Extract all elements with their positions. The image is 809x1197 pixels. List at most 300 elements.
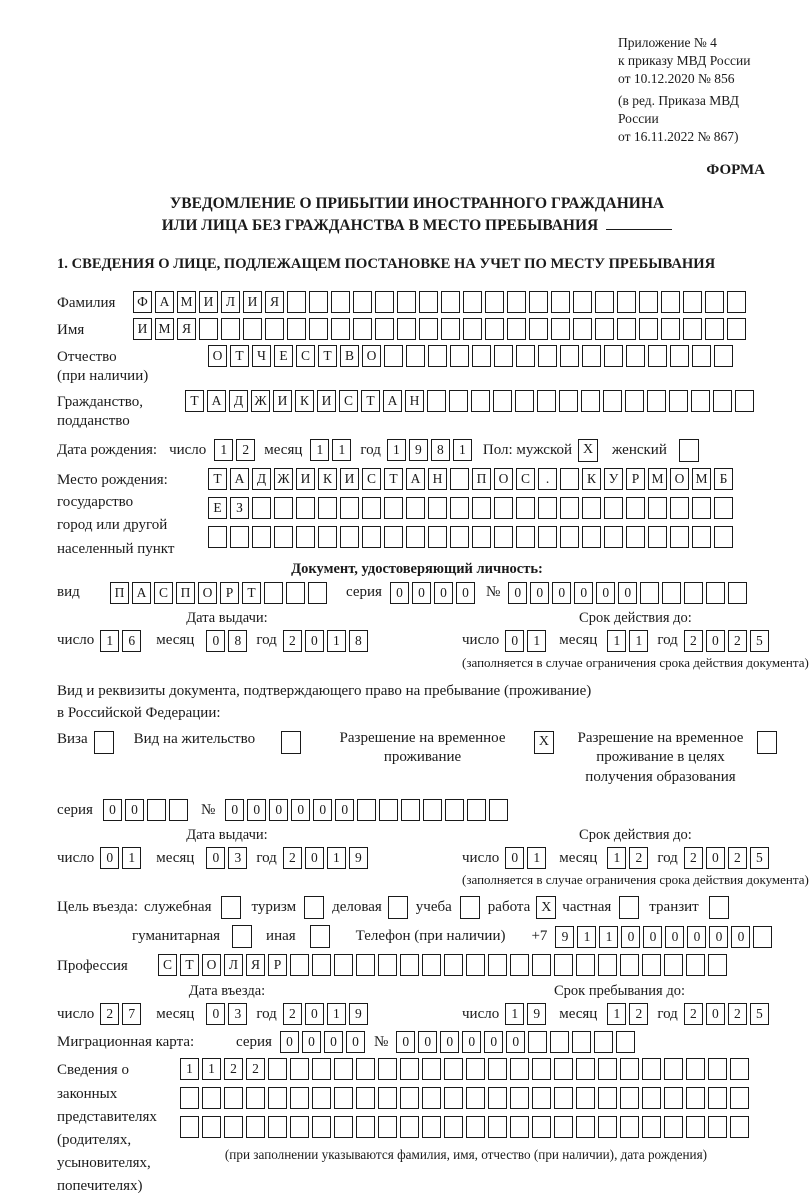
char-cell[interactable] bbox=[180, 1116, 199, 1138]
char-cell[interactable]: . bbox=[538, 468, 557, 490]
char-cell[interactable]: 2 bbox=[283, 630, 302, 652]
char-cell[interactable] bbox=[648, 345, 667, 367]
char-cell[interactable] bbox=[290, 1058, 309, 1080]
char-cell[interactable] bbox=[603, 390, 622, 412]
char-cell[interactable]: 0 bbox=[621, 926, 640, 948]
char-cell[interactable]: 0 bbox=[324, 1031, 343, 1053]
char-cell[interactable] bbox=[620, 954, 639, 976]
char-cell[interactable]: Р bbox=[626, 468, 645, 490]
char-cell[interactable]: 2 bbox=[224, 1058, 243, 1080]
char-cell[interactable] bbox=[529, 318, 548, 340]
char-cell[interactable] bbox=[664, 954, 683, 976]
char-cell[interactable]: 8 bbox=[349, 630, 368, 652]
char-cell[interactable]: 1 bbox=[180, 1058, 199, 1080]
char-cell[interactable]: 9 bbox=[409, 439, 428, 461]
char-cell[interactable] bbox=[560, 526, 579, 548]
char-cell[interactable]: А bbox=[230, 468, 249, 490]
purpose-business-checkbox[interactable] bbox=[221, 896, 241, 919]
char-cell[interactable] bbox=[400, 1116, 419, 1138]
char-cell[interactable]: 5 bbox=[750, 630, 769, 652]
char-cell[interactable] bbox=[598, 1087, 617, 1109]
char-cell[interactable] bbox=[692, 345, 711, 367]
char-cell[interactable] bbox=[290, 954, 309, 976]
char-cell[interactable] bbox=[516, 497, 535, 519]
char-cell[interactable] bbox=[356, 954, 375, 976]
char-cell[interactable] bbox=[485, 318, 504, 340]
char-cell[interactable]: О bbox=[494, 468, 513, 490]
char-cell[interactable]: 2 bbox=[246, 1058, 265, 1080]
char-cell[interactable]: И bbox=[133, 318, 152, 340]
char-cell[interactable] bbox=[516, 526, 535, 548]
char-cell[interactable] bbox=[708, 954, 727, 976]
char-cell[interactable] bbox=[538, 497, 557, 519]
char-cell[interactable]: Н bbox=[405, 390, 424, 412]
char-cell[interactable] bbox=[538, 345, 557, 367]
char-cell[interactable] bbox=[640, 582, 659, 604]
char-cell[interactable]: П bbox=[176, 582, 195, 604]
char-cell[interactable]: Е bbox=[274, 345, 293, 367]
char-cell[interactable]: О bbox=[202, 954, 221, 976]
char-cell[interactable] bbox=[730, 1087, 749, 1109]
char-cell[interactable]: 1 bbox=[122, 847, 141, 869]
char-cell[interactable] bbox=[290, 1087, 309, 1109]
char-cell[interactable]: Н bbox=[428, 468, 447, 490]
char-cell[interactable] bbox=[466, 1058, 485, 1080]
char-cell[interactable] bbox=[378, 1087, 397, 1109]
char-cell[interactable] bbox=[357, 799, 376, 821]
char-cell[interactable] bbox=[423, 799, 442, 821]
char-cell[interactable]: 9 bbox=[555, 926, 574, 948]
char-cell[interactable] bbox=[406, 345, 425, 367]
char-cell[interactable] bbox=[708, 1087, 727, 1109]
char-cell[interactable] bbox=[727, 318, 746, 340]
char-cell[interactable]: 0 bbox=[206, 847, 225, 869]
char-cell[interactable] bbox=[529, 291, 548, 313]
char-cell[interactable]: 3 bbox=[228, 1003, 247, 1025]
char-cell[interactable] bbox=[472, 526, 491, 548]
char-cell[interactable]: 3 bbox=[228, 847, 247, 869]
temp-residence-edu-checkbox[interactable] bbox=[757, 731, 777, 754]
char-cell[interactable] bbox=[312, 1087, 331, 1109]
char-cell[interactable] bbox=[202, 1116, 221, 1138]
char-cell[interactable] bbox=[466, 954, 485, 976]
char-cell[interactable] bbox=[576, 1116, 595, 1138]
sex-male-checkbox[interactable]: X bbox=[578, 439, 598, 462]
char-cell[interactable] bbox=[598, 1116, 617, 1138]
char-cell[interactable]: 2 bbox=[728, 630, 747, 652]
char-cell[interactable] bbox=[560, 345, 579, 367]
char-cell[interactable]: 0 bbox=[206, 1003, 225, 1025]
temp-residence-checkbox[interactable]: X bbox=[534, 731, 554, 754]
char-cell[interactable]: С bbox=[296, 345, 315, 367]
char-cell[interactable]: 0 bbox=[440, 1031, 459, 1053]
char-cell[interactable]: И bbox=[340, 468, 359, 490]
char-cell[interactable]: П bbox=[472, 468, 491, 490]
char-cell[interactable] bbox=[664, 1116, 683, 1138]
char-cell[interactable]: Ч bbox=[252, 345, 271, 367]
char-cell[interactable]: 0 bbox=[302, 1031, 321, 1053]
char-cell[interactable] bbox=[560, 468, 579, 490]
char-cell[interactable] bbox=[604, 345, 623, 367]
char-cell[interactable]: К bbox=[582, 468, 601, 490]
char-cell[interactable] bbox=[617, 291, 636, 313]
char-cell[interactable]: 6 bbox=[122, 630, 141, 652]
char-cell[interactable]: А bbox=[406, 468, 425, 490]
char-cell[interactable]: Т bbox=[230, 345, 249, 367]
char-cell[interactable] bbox=[510, 954, 529, 976]
char-cell[interactable] bbox=[576, 954, 595, 976]
char-cell[interactable] bbox=[532, 1116, 551, 1138]
char-cell[interactable] bbox=[616, 1031, 635, 1053]
purpose-work-checkbox[interactable]: X bbox=[536, 896, 556, 919]
char-cell[interactable] bbox=[441, 291, 460, 313]
char-cell[interactable]: К bbox=[318, 468, 337, 490]
char-cell[interactable]: 2 bbox=[283, 847, 302, 869]
char-cell[interactable] bbox=[559, 390, 578, 412]
char-cell[interactable] bbox=[428, 345, 447, 367]
char-cell[interactable] bbox=[683, 291, 702, 313]
char-cell[interactable]: 0 bbox=[552, 582, 571, 604]
sex-female-checkbox[interactable] bbox=[679, 439, 699, 462]
char-cell[interactable] bbox=[180, 1087, 199, 1109]
char-cell[interactable]: 0 bbox=[596, 582, 615, 604]
char-cell[interactable] bbox=[400, 954, 419, 976]
char-cell[interactable]: М bbox=[692, 468, 711, 490]
char-cell[interactable] bbox=[274, 526, 293, 548]
char-cell[interactable] bbox=[595, 318, 614, 340]
char-cell[interactable]: И bbox=[317, 390, 336, 412]
char-cell[interactable] bbox=[268, 1058, 287, 1080]
char-cell[interactable]: 0 bbox=[462, 1031, 481, 1053]
char-cell[interactable]: 0 bbox=[706, 1003, 725, 1025]
char-cell[interactable] bbox=[466, 1087, 485, 1109]
char-cell[interactable]: 0 bbox=[247, 799, 266, 821]
char-cell[interactable]: 0 bbox=[731, 926, 750, 948]
char-cell[interactable]: Т bbox=[361, 390, 380, 412]
char-cell[interactable]: 0 bbox=[709, 926, 728, 948]
char-cell[interactable]: В bbox=[340, 345, 359, 367]
char-cell[interactable]: 0 bbox=[225, 799, 244, 821]
char-cell[interactable] bbox=[686, 954, 705, 976]
char-cell[interactable] bbox=[169, 799, 188, 821]
char-cell[interactable] bbox=[686, 1058, 705, 1080]
char-cell[interactable] bbox=[639, 291, 658, 313]
char-cell[interactable] bbox=[309, 291, 328, 313]
char-cell[interactable]: 1 bbox=[214, 439, 233, 461]
char-cell[interactable]: 0 bbox=[390, 582, 409, 604]
char-cell[interactable] bbox=[444, 1058, 463, 1080]
char-cell[interactable] bbox=[472, 345, 491, 367]
char-cell[interactable] bbox=[648, 497, 667, 519]
char-cell[interactable]: 1 bbox=[607, 630, 626, 652]
char-cell[interactable] bbox=[362, 526, 381, 548]
char-cell[interactable]: 0 bbox=[291, 799, 310, 821]
char-cell[interactable] bbox=[375, 318, 394, 340]
char-cell[interactable] bbox=[528, 1031, 547, 1053]
char-cell[interactable]: 0 bbox=[125, 799, 144, 821]
char-cell[interactable] bbox=[576, 1087, 595, 1109]
char-cell[interactable]: О bbox=[362, 345, 381, 367]
purpose-study-checkbox[interactable] bbox=[460, 896, 480, 919]
char-cell[interactable] bbox=[489, 799, 508, 821]
char-cell[interactable] bbox=[286, 582, 305, 604]
char-cell[interactable] bbox=[444, 1087, 463, 1109]
char-cell[interactable] bbox=[692, 526, 711, 548]
char-cell[interactable] bbox=[312, 1116, 331, 1138]
char-cell[interactable] bbox=[356, 1058, 375, 1080]
char-cell[interactable]: Ж bbox=[274, 468, 293, 490]
purpose-humanitarian-checkbox[interactable] bbox=[232, 925, 252, 948]
char-cell[interactable] bbox=[224, 1116, 243, 1138]
char-cell[interactable]: 0 bbox=[706, 847, 725, 869]
char-cell[interactable]: С bbox=[362, 468, 381, 490]
char-cell[interactable]: 1 bbox=[599, 926, 618, 948]
char-cell[interactable]: 7 bbox=[122, 1003, 141, 1025]
char-cell[interactable]: 0 bbox=[313, 799, 332, 821]
char-cell[interactable] bbox=[670, 526, 689, 548]
char-cell[interactable]: 1 bbox=[327, 630, 346, 652]
char-cell[interactable]: Ж bbox=[251, 390, 270, 412]
char-cell[interactable]: У bbox=[604, 468, 623, 490]
char-cell[interactable] bbox=[494, 345, 513, 367]
char-cell[interactable]: 0 bbox=[506, 1031, 525, 1053]
char-cell[interactable]: 1 bbox=[100, 630, 119, 652]
char-cell[interactable]: 0 bbox=[665, 926, 684, 948]
char-cell[interactable] bbox=[516, 345, 535, 367]
char-cell[interactable]: 9 bbox=[527, 1003, 546, 1025]
char-cell[interactable]: 0 bbox=[643, 926, 662, 948]
char-cell[interactable]: А bbox=[207, 390, 226, 412]
char-cell[interactable]: М bbox=[155, 318, 174, 340]
char-cell[interactable] bbox=[648, 526, 667, 548]
char-cell[interactable]: 5 bbox=[750, 847, 769, 869]
char-cell[interactable] bbox=[714, 526, 733, 548]
char-cell[interactable]: 2 bbox=[728, 1003, 747, 1025]
char-cell[interactable] bbox=[684, 582, 703, 604]
char-cell[interactable] bbox=[620, 1058, 639, 1080]
char-cell[interactable] bbox=[537, 390, 556, 412]
char-cell[interactable]: И bbox=[199, 291, 218, 313]
char-cell[interactable] bbox=[202, 1087, 221, 1109]
char-cell[interactable] bbox=[296, 526, 315, 548]
char-cell[interactable] bbox=[714, 497, 733, 519]
char-cell[interactable]: Б bbox=[714, 468, 733, 490]
char-cell[interactable]: 0 bbox=[103, 799, 122, 821]
char-cell[interactable] bbox=[626, 497, 645, 519]
char-cell[interactable] bbox=[662, 582, 681, 604]
char-cell[interactable]: 2 bbox=[629, 1003, 648, 1025]
char-cell[interactable]: 0 bbox=[574, 582, 593, 604]
char-cell[interactable] bbox=[647, 390, 666, 412]
char-cell[interactable]: 0 bbox=[418, 1031, 437, 1053]
char-cell[interactable]: 0 bbox=[346, 1031, 365, 1053]
char-cell[interactable] bbox=[554, 1058, 573, 1080]
char-cell[interactable]: С bbox=[154, 582, 173, 604]
char-cell[interactable] bbox=[617, 318, 636, 340]
char-cell[interactable]: 0 bbox=[530, 582, 549, 604]
char-cell[interactable]: 1 bbox=[310, 439, 329, 461]
purpose-transit-checkbox[interactable] bbox=[709, 896, 729, 919]
char-cell[interactable]: Ф bbox=[133, 291, 152, 313]
char-cell[interactable] bbox=[419, 318, 438, 340]
char-cell[interactable] bbox=[642, 1058, 661, 1080]
char-cell[interactable]: 8 bbox=[228, 630, 247, 652]
char-cell[interactable] bbox=[378, 1058, 397, 1080]
char-cell[interactable] bbox=[450, 468, 469, 490]
char-cell[interactable]: Я bbox=[246, 954, 265, 976]
purpose-commercial-checkbox[interactable] bbox=[388, 896, 408, 919]
char-cell[interactable] bbox=[582, 345, 601, 367]
char-cell[interactable] bbox=[488, 1087, 507, 1109]
char-cell[interactable] bbox=[560, 497, 579, 519]
char-cell[interactable] bbox=[444, 1116, 463, 1138]
char-cell[interactable]: Т bbox=[180, 954, 199, 976]
char-cell[interactable] bbox=[714, 345, 733, 367]
char-cell[interactable] bbox=[708, 1058, 727, 1080]
char-cell[interactable] bbox=[620, 1087, 639, 1109]
char-cell[interactable] bbox=[581, 390, 600, 412]
char-cell[interactable] bbox=[510, 1087, 529, 1109]
char-cell[interactable] bbox=[594, 1031, 613, 1053]
char-cell[interactable] bbox=[554, 1087, 573, 1109]
char-cell[interactable]: 0 bbox=[335, 799, 354, 821]
char-cell[interactable]: 0 bbox=[269, 799, 288, 821]
char-cell[interactable] bbox=[378, 1116, 397, 1138]
char-cell[interactable]: А bbox=[132, 582, 151, 604]
char-cell[interactable] bbox=[532, 954, 551, 976]
char-cell[interactable] bbox=[340, 497, 359, 519]
char-cell[interactable] bbox=[287, 291, 306, 313]
char-cell[interactable] bbox=[488, 1116, 507, 1138]
char-cell[interactable]: 1 bbox=[527, 630, 546, 652]
char-cell[interactable] bbox=[334, 1116, 353, 1138]
char-cell[interactable]: 0 bbox=[484, 1031, 503, 1053]
char-cell[interactable] bbox=[728, 582, 747, 604]
char-cell[interactable]: 1 bbox=[505, 1003, 524, 1025]
char-cell[interactable] bbox=[669, 390, 688, 412]
char-cell[interactable] bbox=[488, 954, 507, 976]
char-cell[interactable]: Я bbox=[177, 318, 196, 340]
char-cell[interactable] bbox=[427, 390, 446, 412]
char-cell[interactable] bbox=[595, 291, 614, 313]
char-cell[interactable]: Т bbox=[384, 468, 403, 490]
char-cell[interactable] bbox=[661, 318, 680, 340]
char-cell[interactable] bbox=[384, 526, 403, 548]
char-cell[interactable] bbox=[334, 954, 353, 976]
char-cell[interactable] bbox=[532, 1058, 551, 1080]
char-cell[interactable]: И bbox=[296, 468, 315, 490]
char-cell[interactable]: Р bbox=[268, 954, 287, 976]
char-cell[interactable]: Р bbox=[220, 582, 239, 604]
char-cell[interactable]: 0 bbox=[505, 847, 524, 869]
char-cell[interactable] bbox=[686, 1087, 705, 1109]
char-cell[interactable] bbox=[642, 954, 661, 976]
char-cell[interactable]: 1 bbox=[453, 439, 472, 461]
purpose-other-checkbox[interactable] bbox=[310, 925, 330, 948]
char-cell[interactable]: Т bbox=[185, 390, 204, 412]
char-cell[interactable] bbox=[356, 1087, 375, 1109]
char-cell[interactable]: 1 bbox=[577, 926, 596, 948]
char-cell[interactable]: 0 bbox=[305, 1003, 324, 1025]
char-cell[interactable]: 2 bbox=[283, 1003, 302, 1025]
char-cell[interactable] bbox=[551, 318, 570, 340]
char-cell[interactable]: 0 bbox=[618, 582, 637, 604]
char-cell[interactable] bbox=[450, 497, 469, 519]
char-cell[interactable] bbox=[384, 345, 403, 367]
char-cell[interactable] bbox=[550, 1031, 569, 1053]
char-cell[interactable] bbox=[576, 1058, 595, 1080]
char-cell[interactable] bbox=[450, 345, 469, 367]
char-cell[interactable] bbox=[515, 390, 534, 412]
char-cell[interactable] bbox=[268, 1087, 287, 1109]
char-cell[interactable]: 1 bbox=[629, 630, 648, 652]
char-cell[interactable] bbox=[422, 1116, 441, 1138]
char-cell[interactable] bbox=[378, 954, 397, 976]
char-cell[interactable] bbox=[713, 390, 732, 412]
char-cell[interactable] bbox=[296, 497, 315, 519]
char-cell[interactable] bbox=[318, 497, 337, 519]
char-cell[interactable] bbox=[290, 1116, 309, 1138]
char-cell[interactable]: Д bbox=[252, 468, 271, 490]
char-cell[interactable]: 0 bbox=[456, 582, 475, 604]
char-cell[interactable]: М bbox=[177, 291, 196, 313]
char-cell[interactable]: Т bbox=[242, 582, 261, 604]
char-cell[interactable]: С bbox=[516, 468, 535, 490]
char-cell[interactable] bbox=[727, 291, 746, 313]
char-cell[interactable]: 0 bbox=[434, 582, 453, 604]
char-cell[interactable] bbox=[308, 582, 327, 604]
char-cell[interactable] bbox=[573, 291, 592, 313]
char-cell[interactable]: О bbox=[208, 345, 227, 367]
char-cell[interactable] bbox=[730, 1058, 749, 1080]
char-cell[interactable] bbox=[692, 497, 711, 519]
char-cell[interactable]: 5 bbox=[750, 1003, 769, 1025]
char-cell[interactable]: А bbox=[383, 390, 402, 412]
char-cell[interactable] bbox=[422, 1087, 441, 1109]
purpose-private-checkbox[interactable] bbox=[619, 896, 639, 919]
char-cell[interactable] bbox=[472, 497, 491, 519]
char-cell[interactable] bbox=[353, 291, 372, 313]
char-cell[interactable]: 2 bbox=[236, 439, 255, 461]
char-cell[interactable] bbox=[353, 318, 372, 340]
visa-checkbox[interactable] bbox=[94, 731, 114, 754]
char-cell[interactable] bbox=[735, 390, 754, 412]
char-cell[interactable] bbox=[406, 526, 425, 548]
char-cell[interactable]: 0 bbox=[206, 630, 225, 652]
char-cell[interactable] bbox=[670, 497, 689, 519]
char-cell[interactable] bbox=[356, 1116, 375, 1138]
char-cell[interactable] bbox=[419, 291, 438, 313]
residence-permit-checkbox[interactable] bbox=[281, 731, 301, 754]
char-cell[interactable] bbox=[362, 497, 381, 519]
char-cell[interactable] bbox=[670, 345, 689, 367]
char-cell[interactable] bbox=[252, 497, 271, 519]
char-cell[interactable]: М bbox=[648, 468, 667, 490]
char-cell[interactable] bbox=[554, 1116, 573, 1138]
char-cell[interactable]: 1 bbox=[607, 1003, 626, 1025]
char-cell[interactable]: 9 bbox=[349, 847, 368, 869]
char-cell[interactable] bbox=[400, 1058, 419, 1080]
char-cell[interactable] bbox=[485, 291, 504, 313]
char-cell[interactable] bbox=[582, 497, 601, 519]
char-cell[interactable] bbox=[397, 318, 416, 340]
char-cell[interactable] bbox=[507, 291, 526, 313]
char-cell[interactable] bbox=[422, 954, 441, 976]
char-cell[interactable] bbox=[312, 954, 331, 976]
char-cell[interactable]: Д bbox=[229, 390, 248, 412]
char-cell[interactable]: П bbox=[110, 582, 129, 604]
char-cell[interactable]: 8 bbox=[431, 439, 450, 461]
